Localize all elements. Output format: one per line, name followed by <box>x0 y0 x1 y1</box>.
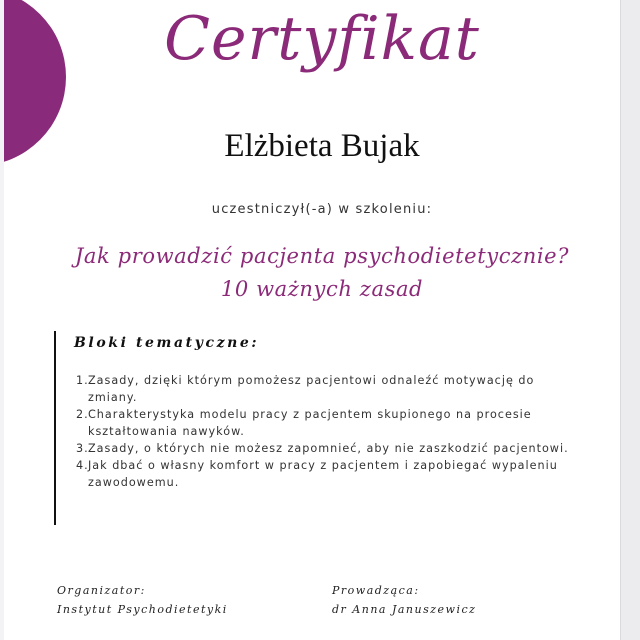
list-item-number: 2. <box>76 408 89 421</box>
list-item <box>76 457 586 491</box>
list-item-text: Zasady, dzięki którym pomożesz pacjentowi odnaleźć motywację do zmiany. <box>88 374 535 404</box>
list-item-number: 4. <box>76 459 89 472</box>
list-item-number: 1. <box>76 374 89 387</box>
certificate-title: Certyfikat <box>164 4 480 74</box>
list-item-text: Jak dbać o własny komfort w pracy z pacjentem i zapobiegać wypaleniu zawodowemu. <box>88 459 558 489</box>
course-title <box>4 240 620 306</box>
list-item-text: Charakterystyka modelu pracy z pacjentem skupionego na procesie kształtowania nawyków. <box>88 408 532 438</box>
topics-heading: Bloki tematyczne: <box>74 335 260 351</box>
certificate-page <box>4 0 620 640</box>
topics-block <box>54 331 596 525</box>
topics-list <box>76 372 586 491</box>
course-title-line-1: Jak prowadzić pacjenta psychodietetycznie? <box>74 244 570 268</box>
course-title-line-2: 10 ważnych zasad <box>220 277 424 301</box>
intro-text: uczestniczył(-a) w szkoleniu: <box>211 202 433 217</box>
lead-value: dr Anna Januszewicz <box>332 603 477 616</box>
list-item <box>76 440 586 457</box>
page-edge <box>620 0 640 640</box>
participant-name: Elżbieta Bujak <box>224 128 420 164</box>
list-item <box>76 372 586 406</box>
list-item-number: 3. <box>76 442 89 455</box>
list-item <box>76 406 586 440</box>
lead-label: Prowadząca: <box>332 584 420 597</box>
organizer-label: Organizator: <box>57 584 146 597</box>
organizer-value: Instytut Psychodietetyki <box>57 603 228 616</box>
list-item-text: Zasady, o których nie możesz zapomnieć, aby nie zaszkodzić pacjentowi. <box>88 442 569 455</box>
